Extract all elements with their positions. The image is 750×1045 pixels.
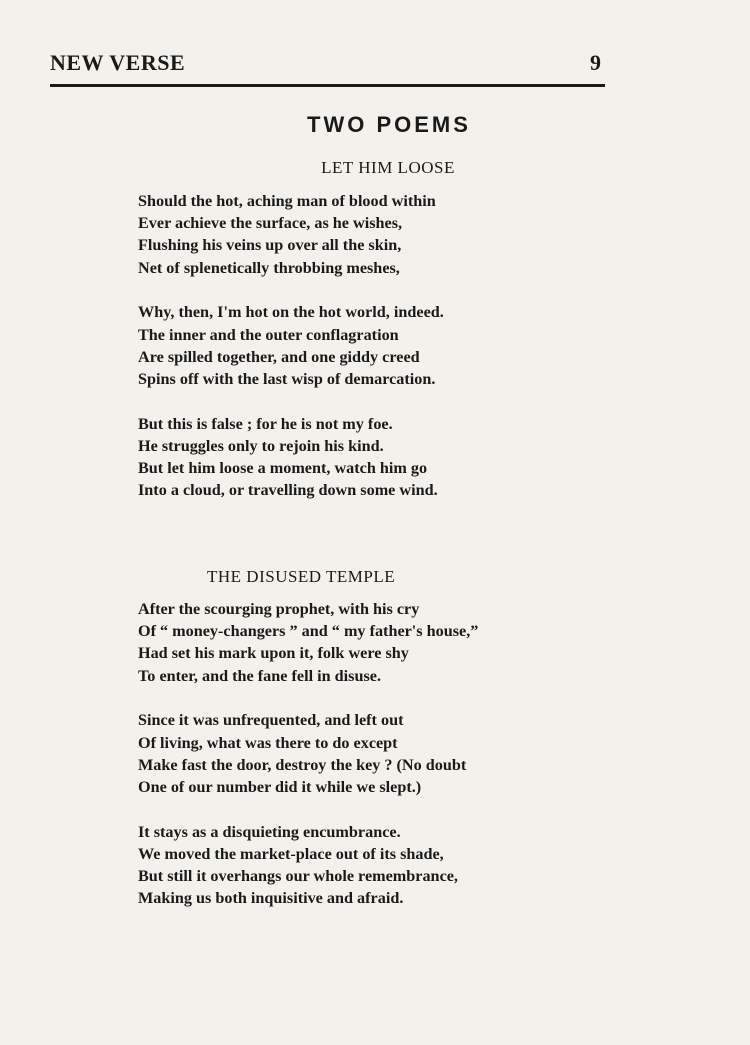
journal-title: NEW VERSE xyxy=(50,50,186,75)
poem-title: THE DISUSED TEMPLE xyxy=(207,567,396,586)
poem-line: Net of splenetically throbbing meshes, xyxy=(138,258,400,277)
poem-line: Ever achieve the surface, as he wishes, xyxy=(138,214,403,233)
poem-line: But still it overhangs our whole remembrance, xyxy=(138,867,458,886)
poem-line: Since it was unfrequented, and left out xyxy=(138,711,404,730)
poem-line: Into a cloud, or travelling down some wind. xyxy=(138,481,438,500)
running-header xyxy=(50,50,605,87)
poem-line: It stays as a disquieting encumbrance. xyxy=(138,822,401,841)
poem-body xyxy=(138,598,478,909)
poem-line: Make fast the door, destroy the key ? (No doubt xyxy=(138,755,467,774)
poem-line: The inner and the outer conflagration xyxy=(138,325,399,344)
poem-line: But this is false ; for he is not my foe. xyxy=(138,414,393,433)
poem-line: Making us both inquisitive and afraid. xyxy=(138,889,404,908)
stanza-break xyxy=(138,279,444,302)
stanza-break xyxy=(138,798,478,821)
poem-line: Flushing his veins up over all the skin, xyxy=(138,236,402,255)
page-number: 9 xyxy=(590,50,601,75)
poem-line: Are spilled together, and one giddy creed xyxy=(138,347,420,366)
poem-line: But let him loose a moment, watch him go xyxy=(138,459,428,478)
poem-body xyxy=(138,190,444,501)
poem-title: LET HIM LOOSE xyxy=(321,158,455,177)
stanza-break xyxy=(138,390,444,413)
poem-line: Spins off with the last wisp of demarcation. xyxy=(138,369,436,388)
poem-line: Of “ money-changers ” and “ my father's house,” xyxy=(138,622,479,641)
poem-line: To enter, and the fane fell in disuse. xyxy=(138,666,381,685)
poem-line: Had set his mark upon it, folk were shy xyxy=(138,644,409,663)
poem-line: After the scourging prophet, with his cry xyxy=(138,600,420,618)
poem-line: One of our number did it while we slept.) xyxy=(138,777,422,796)
poem-line: We moved the market-place out of its shade, xyxy=(138,844,444,863)
section-title: TWO POEMS xyxy=(307,112,471,137)
poem-line: Should the hot, aching man of blood within xyxy=(138,192,436,210)
stanza-break xyxy=(138,687,478,710)
poem-line: He struggles only to rejoin his kind. xyxy=(138,436,384,455)
poem-line: Of living, what was there to do except xyxy=(138,733,398,752)
poem-line: Why, then, I'm hot on the hot world, indeed. xyxy=(138,303,444,322)
